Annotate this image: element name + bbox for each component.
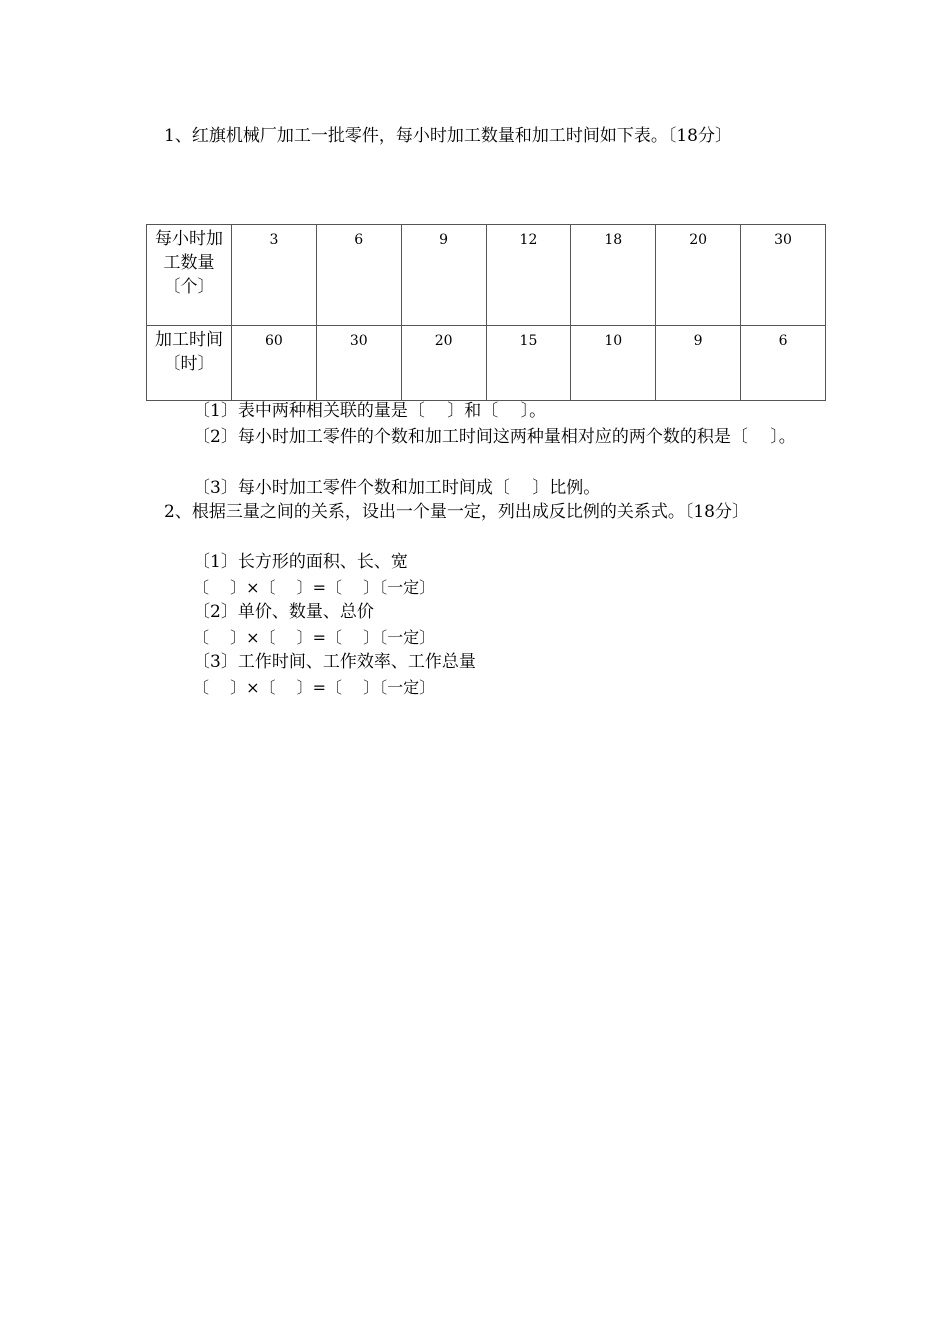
table-cell: 20 (401, 326, 486, 401)
question-2-item-1-label: 〔1〕长方形的面积、长、宽 (193, 552, 408, 572)
table-cell: 6 (741, 326, 826, 401)
question-1-sub-1: 〔1〕表中两种相关联的量是〔 〕和〔 〕。 (193, 401, 547, 421)
table-row (147, 225, 826, 326)
question-2-title: 2、根据三量之间的关系，设出一个量一定，列出成反比例的关系式。〔18分〕 (164, 502, 749, 522)
data-table (146, 224, 826, 401)
table-cell: 20 (656, 225, 741, 326)
table-row-header: 加工时间〔时〕 (147, 326, 232, 401)
question-2-item-2-formula: 〔 〕×〔 〕=〔 〕〔一定〕 (193, 628, 436, 647)
question-1-title: 1、红旗机械厂加工一批零件，每小时加工数量和加工时间如下表。〔18分〕 (164, 126, 732, 146)
table-cell: 15 (486, 326, 571, 401)
table-row (147, 326, 826, 401)
question-1-sub-3: 〔3〕每小时加工零件个数和加工时间成〔 〕比例。 (193, 478, 601, 498)
question-2-item-3-label: 〔3〕工作时间、工作效率、工作总量 (193, 652, 476, 672)
table-row-header: 每小时加工数量〔个〕 (147, 225, 232, 326)
table-cell: 30 (741, 225, 826, 326)
table-cell: 9 (656, 326, 741, 401)
table-cell: 60 (232, 326, 317, 401)
question-1-sub-2: 〔2〕每小时加工零件的个数和加工时间这两种量相对应的两个数的积是〔 〕。 (193, 427, 796, 447)
table-cell: 3 (232, 225, 317, 326)
table-cell: 10 (571, 326, 656, 401)
question-2-item-2-label: 〔2〕单价、数量、总价 (193, 602, 374, 622)
table-cell: 6 (316, 225, 401, 326)
question-2-item-1-formula: 〔 〕×〔 〕=〔 〕〔一定〕 (193, 578, 436, 597)
question-2-item-3-formula: 〔 〕×〔 〕=〔 〕〔一定〕 (193, 678, 436, 697)
table-cell: 12 (486, 225, 571, 326)
table-cell: 30 (316, 326, 401, 401)
table-cell: 18 (571, 225, 656, 326)
table-cell: 9 (401, 225, 486, 326)
